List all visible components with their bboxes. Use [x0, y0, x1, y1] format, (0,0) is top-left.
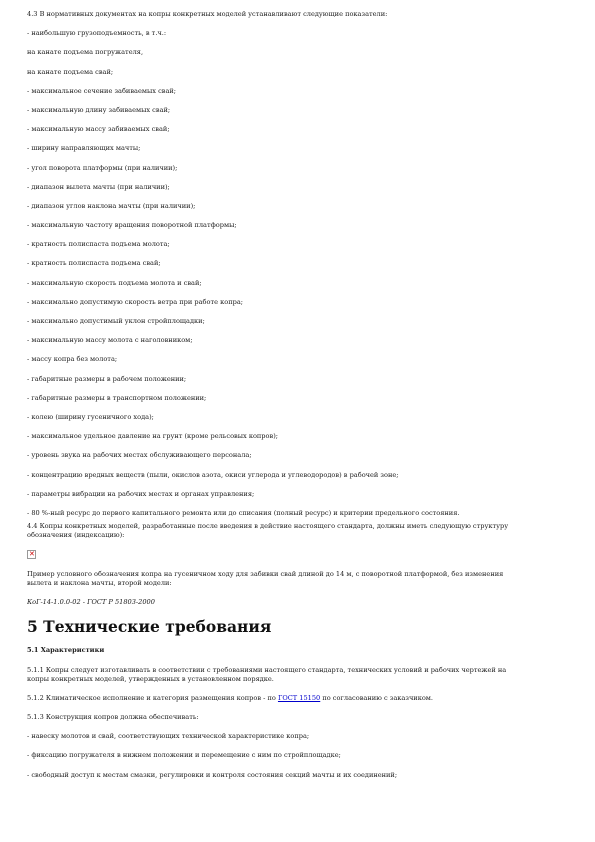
list-item: - свободный доступ к местам смазки, регулировки и контроля состояния секций мачты и их соединений;: [27, 770, 398, 779]
paragraph-4-4-line1: 4.4 Копры конкретных моделей, разработанные после введения в действие настоящего стандарта, должны иметь следующую структуру: [27, 521, 509, 530]
list-item: - максимальное удельное давление на грунт (кроме рельсовых копров);: [27, 432, 279, 441]
list-item: на канате подъема погружателя,: [27, 48, 144, 57]
paragraph-5-1-2-tail: по согласованию с заказчиком.: [320, 693, 434, 702]
paragraph-4-4: [27, 522, 571, 540]
list-item: - угол поворота платформы (при наличии);: [27, 163, 178, 172]
paragraph-5-1-1: [27, 666, 571, 684]
paragraph-5-1-2-text: 5.1.2 Климатическое исполнение и категория размещения копров - по: [27, 693, 278, 702]
list-item: - наибольшую грузоподъемность, в т.ч.:: [27, 29, 167, 38]
list-item: - навеску молотов и свай, соответствующих технической характеристике копра;: [27, 732, 310, 741]
list-item: - максимальную массу молота с наголовником;: [27, 336, 193, 345]
example-line1: Пример условного обозначения копра на гусеничном ходу для забивки свай длиной до 14 м, с поворотной платформой, без изменения: [27, 570, 504, 579]
paragraph-5-1-3: 5.1.3 Конструкция копров должна обеспечивать:: [27, 713, 199, 721]
list-item: - максимальную частоту вращения поворотной платформы;: [27, 221, 237, 230]
list-item: - максимальную массу забиваемых свай;: [27, 125, 170, 134]
list-item: - габаритные размеры в рабочем положении;: [27, 374, 187, 383]
list-item: - максимально допустимый уклон стройплощадки;: [27, 317, 205, 325]
list-item: - 80 %-ный ресурс до первого капитального ремонта или до списания (полный ресурс) и критерии предельного состояния.: [27, 508, 460, 517]
paragraph-4-4-line2: обозначения (индексацию):: [27, 530, 125, 539]
list-item: - фиксацию погружателя в нижнем положении и перемещение с ним по стройплощадке;: [27, 751, 341, 760]
broken-image-icon: ✕: [29, 550, 35, 559]
subsection-5-1: 5.1 Характеристики: [27, 646, 105, 655]
list-item: - максимально допустимую скорость ветра при работе копра;: [27, 297, 243, 306]
list-item: - уровень звука на рабочих местах обслуживающего персонала;: [27, 451, 252, 460]
list-item: - габаритные размеры в транспортном положении;: [27, 393, 207, 402]
list-item: - максимальную скорость подъема молота и свай;: [27, 278, 202, 287]
paragraph-5-1-1-line2: копры конкретных моделей, утвержденных в установленном порядке.: [27, 674, 274, 683]
paragraph-4-3: 4.3 В нормативных документах на копры конкретных моделей устанавливают следующие показатели:: [27, 10, 388, 18]
example-line2: вылета и наклона мачты, второй модели:: [27, 579, 172, 588]
list-item: - диапазон вылета мачты (при наличии);: [27, 182, 170, 191]
list-item: - массу копра без молота;: [27, 355, 118, 364]
design-requirements-list: [27, 732, 571, 779]
list-item: - кратность полиспаста подъема свай;: [27, 259, 161, 268]
designation-example: КоГ-14-1.0.0-02 - ГОСТ Р 51803-2000: [27, 598, 155, 607]
list-item: - максимальную длину забиваемых свай;: [27, 105, 171, 114]
list-item: - параметры вибрации на рабочих местах и органах управления;: [27, 489, 255, 498]
list-item: - ширину направляющих мачты;: [27, 144, 141, 153]
list-item: - диапазон углов наклона мачты (при наличии);: [27, 201, 196, 210]
list-item: - колею (ширину гусеничного хода);: [27, 412, 154, 421]
indicator-list: [27, 29, 571, 518]
list-item: на канате подъема свай;: [27, 67, 114, 76]
gost-15150-link[interactable]: ГОСТ 15150: [277, 693, 321, 702]
example-paragraph: [27, 570, 571, 588]
paragraph-5-1-2: [27, 694, 571, 703]
list-item: - концентрацию вредных веществ (пыли, окислов азота, окиси углерода и углеводородов) в рабочей зоне;: [27, 470, 399, 479]
paragraph-5-1-1-line1: 5.1.1 Копры следует изготавливать в соответствии с требованиями настоящего стандарта, технических условий и рабочих чертежей на: [27, 665, 507, 674]
list-item: - максимальное сечение забиваемых свай;: [27, 86, 177, 95]
list-item: - кратность полиспаста подъема молота;: [27, 240, 170, 249]
section-title: 5 Технические требования: [27, 617, 272, 637]
